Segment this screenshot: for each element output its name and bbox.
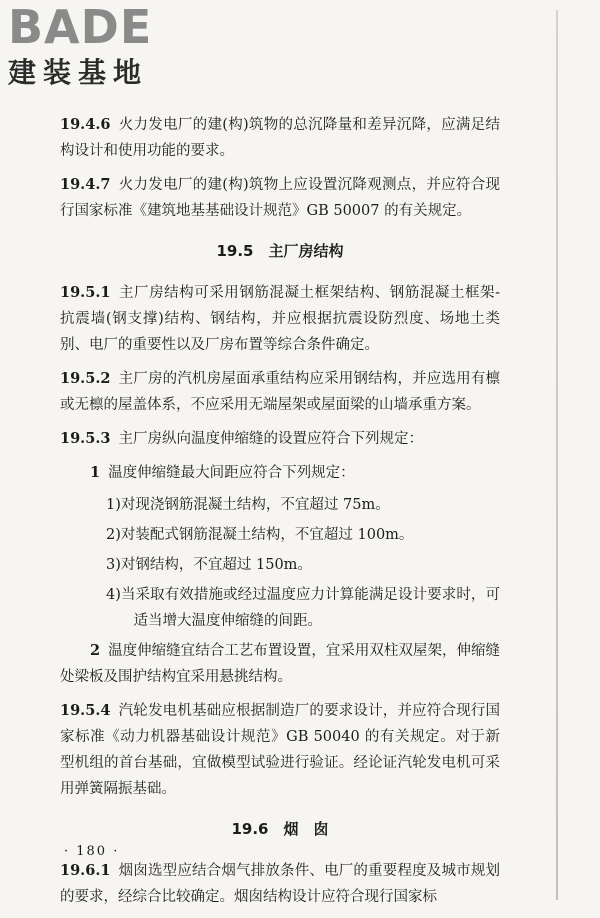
clause-19-6-1 <box>60 858 500 910</box>
list-item-1 <box>90 460 500 486</box>
clause-19-5-4 <box>60 698 500 802</box>
section-heading-19-5: 19.5 主厂房结构 <box>216 242 344 260</box>
item-text: 温度伸缩缝最大间距应符合下列规定： <box>108 465 355 481</box>
logo-subtitle: 建装基地 <box>8 56 149 89</box>
clause-text: 火力发电厂的建(构)筑物的总沉降量和差异沉降，应满足结构设计和使用功能的要求。 <box>60 117 500 159</box>
clause-19-4-7 <box>60 172 500 224</box>
clause-text: 汽轮发电机基础应根据制造厂的要求设计，并应符合现行国家标准《动力机器基础设计规范》GB 50040 的有关规定。对于新型机组的首台基础，宜做模型试验进行验证。经论证汽轮发电机可采用弹簧隔振基础。 <box>60 703 500 797</box>
clause-number: 19.5.4 <box>60 702 111 719</box>
clause-text: 烟囱选型应结合烟气排放条件、电厂的重要程度及城市规划的要求，经综合比较确定。烟囱结构设计应符合现行国家标 <box>60 863 500 905</box>
clause-number: 19.4.7 <box>60 176 111 193</box>
item-number: 2 <box>90 642 101 659</box>
sub-item-2: 2)对装配式钢筋混凝土结构，不宜超过 100m。 <box>106 527 414 543</box>
clause-number: 19.4.6 <box>60 116 111 133</box>
page-edge-line <box>556 10 558 900</box>
logo <box>8 2 178 94</box>
clause-text: 主厂房的汽机房屋面承重结构应采用钢结构，并应选用有檩或无檩的屋盖体系，不应采用无端屋架或屋面梁的山墙承重方案。 <box>60 371 500 413</box>
sub-item-3: 3)对钢结构，不宜超过 150m。 <box>106 557 312 573</box>
page-number: · 180 · <box>64 844 120 859</box>
item-number: 1 <box>90 464 101 481</box>
clause-number: 19.6.1 <box>60 862 111 879</box>
clause-text: 主厂房纵向温度伸缩缝的设置应符合下列规定： <box>118 431 423 447</box>
list-item-2 <box>60 638 500 690</box>
clause-text: 火力发电厂的建(构)筑物上应设置沉降观测点，并应符合现行国家标准《建筑地基基础设计规范》GB 50007 的有关规定。 <box>60 177 500 219</box>
clause-number: 19.5.2 <box>60 370 111 387</box>
clause-19-5-3 <box>60 426 500 452</box>
section-heading-19-6: 19.6 烟 囱 <box>231 820 329 838</box>
clause-19-5-2 <box>60 366 500 418</box>
clause-19-5-1 <box>60 280 500 358</box>
logo-wordmark: BADE <box>8 0 153 54</box>
sub-item-4: 4)当采取有效措施或经过温度应力计算能满足设计要求时，可适当增大温度伸缩缝的间距。 <box>106 587 500 629</box>
clause-19-4-6 <box>60 112 500 164</box>
sub-item-1: 1)对现浇钢筋混凝土结构，不宜超过 75m。 <box>106 497 390 513</box>
clause-number: 19.5.1 <box>60 284 111 301</box>
item-text: 温度伸缩缝宜结合工艺布置设置，宜采用双柱双屋架，伸缩缝处梁板及围护结构宜采用悬挑结构。 <box>60 643 500 685</box>
clause-text: 主厂房结构可采用钢筋混凝土框架结构、钢筋混凝土框架-抗震墙(钢支撑)结构、钢结构，并应根据抗震设防烈度、场地土类别、电厂的重要性以及厂房布置等综合条件确定。 <box>60 285 500 353</box>
clause-number: 19.5.3 <box>60 430 111 447</box>
document-body <box>60 112 500 918</box>
